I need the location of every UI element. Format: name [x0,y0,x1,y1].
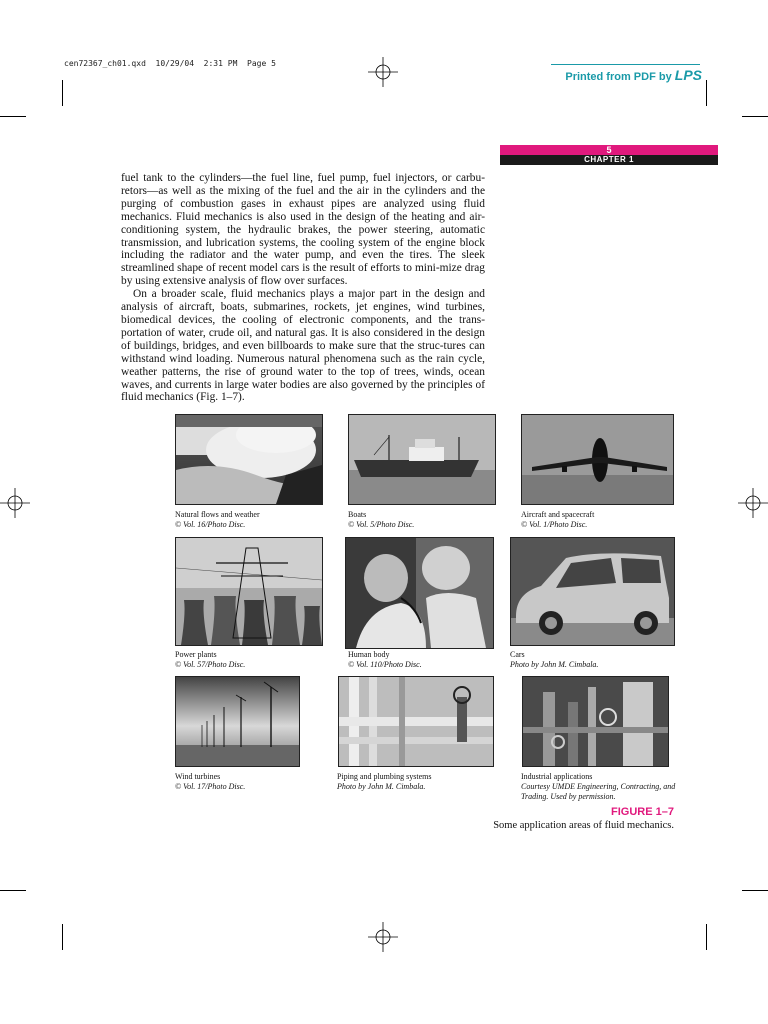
caption-credit: © Vol. 17/Photo Disc. [175,782,246,791]
photo-human-body [345,537,494,649]
caption-title: Boats [348,510,367,519]
lps-logo: LPS [674,67,702,83]
printed-rule [551,64,700,65]
caption-title: Industrial applications [521,772,593,781]
caption-aircraft [521,510,681,530]
file-slug: cen72367_ch01.qxd 10/29/04 2:31 PM Page 5 [64,59,276,68]
crop-mark [742,116,768,117]
caption-title: Wind turbines [175,772,221,781]
caption-natural-flows [175,510,335,530]
caption-piping [337,772,507,792]
crop-mark [62,924,63,950]
photo-industrial [522,676,669,767]
photo-piping [338,676,494,767]
body-paragraph: On a broader scale, fluid mechanics plays a major part in the design and analysis of aircraft, boats, submarines, rockets, jet engines, wind turbines, biomedical devices, the cooling of electronic components, and the trans-portation of water, crude oil, and natural gas. It is also considered in the design of buildings, bridges, and even billboards to make sure that the struc-tures can withstand wind loading. Numerous natural phenomena such as the rain cycle, weather patterns, the rise of ground water to the top of trees, winds, ocean waves, and currents in large water bodies are also governed by the principles of fluid mechanics (Fig. 1–7). [121,288,485,404]
caption-industrial [521,772,681,802]
crop-mark [62,80,63,106]
crop-mark [706,924,707,950]
caption-title: Piping and plumbing systems [337,772,432,781]
caption-credit: Photo by John M. Cimbala. [510,660,599,669]
caption-credit: Courtesy UMDE Engineering, Contracting, and Trading. Used by permission. [521,782,676,801]
photo-wind-turbines [175,676,300,767]
printed-prefix: Printed from PDF by [565,71,675,83]
caption-credit: © Vol. 1/Photo Disc. [521,520,588,529]
crop-mark [0,116,26,117]
registration-mark-icon [368,57,398,87]
crop-mark [742,890,768,891]
caption-title: Power plants [175,650,217,659]
body-text [121,172,485,404]
page-number: 5 [500,145,718,155]
printed-from-badge [565,67,702,83]
caption-title: Natural flows and weather [175,510,260,519]
caption-title: Aircraft and spacecraft [521,510,595,519]
caption-credit: © Vol. 110/Photo Disc. [348,660,422,669]
chapter-label: CHAPTER 1 [500,155,718,165]
caption-credit: © Vol. 57/Photo Disc. [175,660,246,669]
caption-title: Human body [348,650,390,659]
photo-cars [510,537,675,646]
caption-title: Cars [510,650,525,659]
caption-cars [510,650,670,670]
registration-mark-icon [738,488,768,518]
caption-human-body [348,650,508,670]
crop-mark [706,80,707,106]
registration-mark-icon [0,488,30,518]
crop-mark [0,890,26,891]
body-paragraph: fuel tank to the cylinders—the fuel line, fuel pump, fuel injectors, or carbu-retors—as well as the mixing of the fuel and the air in the cylinders and the purging of combustion gases in exhaust pipes are analyzed using fluid mechanics. Fluid mechanics is also used in the design of the heating and air-conditioning system, the hydraulic brakes, the power steering, automatic transmission, and lubrication systems, the cooling system of the engine block including the radiator and the water pump, and even the tires. The sleek streamlined shape of recent model cars is the result of efforts to mini-mize drag by using extensive analysis of flow over surfaces. [121,172,485,288]
photo-natural-flows [175,414,323,505]
figure-label: FIGURE 1–7 [611,806,674,818]
caption-wind-turbines [175,772,335,792]
figure-caption: Some application areas of fluid mechanics. [493,820,674,831]
caption-boats [348,510,508,530]
chapter-bar [500,145,718,165]
caption-power-plants [175,650,335,670]
photo-boats [348,414,496,505]
caption-credit: © Vol. 16/Photo Disc. [175,520,246,529]
caption-credit: Photo by John M. Cimbala. [337,782,426,791]
registration-mark-icon [368,922,398,952]
caption-credit: © Vol. 5/Photo Disc. [348,520,415,529]
photo-aircraft [521,414,674,505]
photo-power-plants [175,537,323,646]
